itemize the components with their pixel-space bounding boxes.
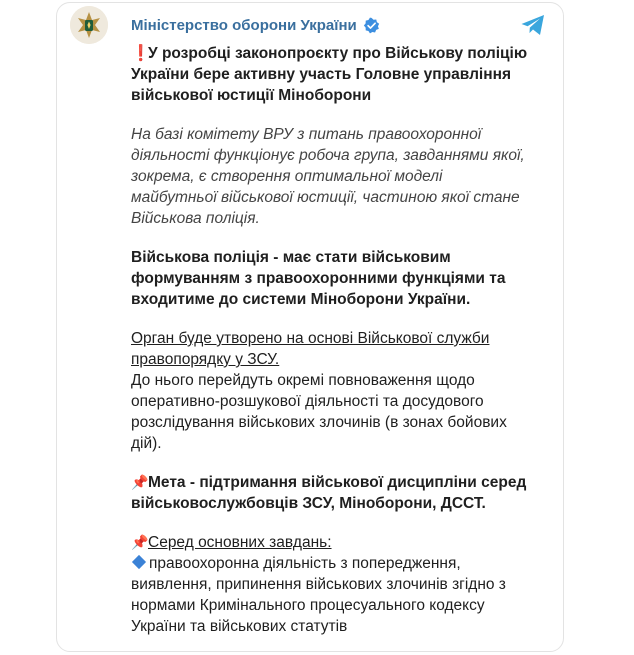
task-1-text: правоохоронна діяльність з попередження, виявлення, припинення військових злочинів згідно з нормами Кримінального процесуального кодексу України та військових статутів: [131, 555, 506, 635]
goal-paragraph: [131, 472, 531, 514]
ministry-emblem-icon: [70, 6, 108, 44]
post-body: [131, 43, 531, 655]
tasks-heading: Серед основних завдань:: [148, 534, 332, 551]
channel-name[interactable]: Міністерство оборони України: [131, 16, 357, 34]
channel-avatar[interactable]: [70, 6, 108, 44]
exclamation-icon: ❗: [131, 45, 151, 62]
headline-paragraph: [131, 43, 531, 106]
plain-text: До нього перейдуть окремі повноваження щодо оперативно-розшукової діяльності та досудового розслідування військових злочинів (в зонах бойових дій).: [131, 372, 507, 452]
channel-header[interactable]: [131, 14, 380, 36]
headline-text: У розробці законопроєкту про Військову поліцію України бере активну участь Головне управління військової юстиції Міноборони: [131, 45, 528, 104]
tasks-paragraph: [131, 532, 531, 637]
pushpin-icon: 📌: [131, 534, 149, 550]
basis-paragraph: [131, 328, 531, 454]
telegram-icon[interactable]: [520, 13, 546, 37]
bold-paragraph: Військова поліція - має стати військовим формуванням з правоохоронними функціями та входитиме до системи Міноборони України.: [131, 249, 506, 308]
italic-paragraph: На базі комітету ВРУ з питань правоохоронної діяльності функціонує робоча група, завданнями якої, зокрема, є створення оптимальної моделі майбутньої військової юстиції, частиною якої стане Військова поліція.: [131, 126, 525, 227]
underlined-text: Орган буде утворено на основі Військової служби правопорядку у ЗСУ.: [131, 330, 490, 368]
pushpin-icon: 📌: [131, 474, 149, 490]
goal-text: Мета - підтримання військової дисципліни серед військовослужбовців ЗСУ, Міноборони, ДССТ.: [131, 474, 527, 512]
blue-diamond-icon: [132, 555, 146, 569]
verified-badge-icon: [363, 17, 380, 34]
